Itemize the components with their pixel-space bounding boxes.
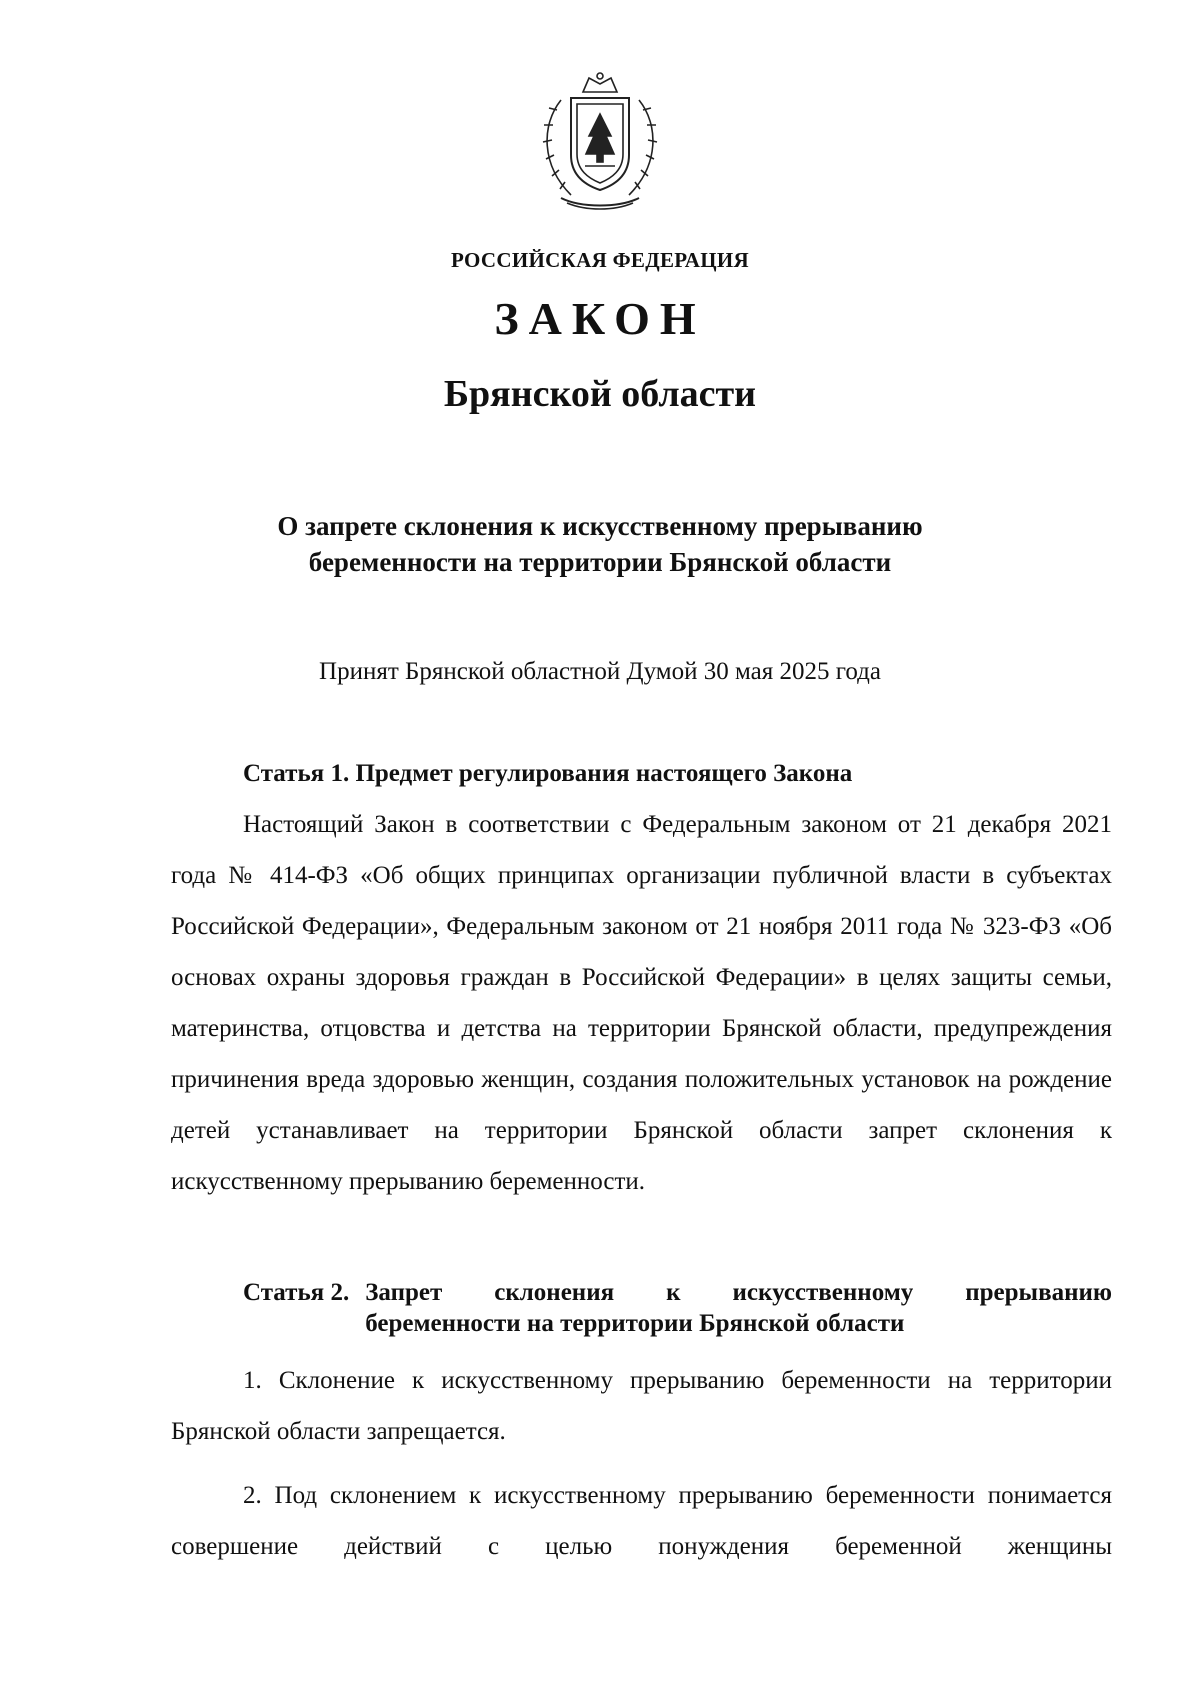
article-2-point-1: 1. Склонение к искусственному прерыванию беременности на территории Брянской области запрещается. <box>171 1367 1112 1445</box>
law-title-line2: беременности на территории Брянской области <box>308 547 892 577</box>
law-title-line1: О запрете склонения к искусственному прерыванию <box>277 511 923 541</box>
article-1-heading: Статья 1. Предмет регулирования настоящего Закона <box>243 760 853 787</box>
document-type: ЗАКОН <box>494 293 706 344</box>
article-2-point-2: 2. Под склонением к искусственному прерыванию беременности понимается совершение действий с целью понуждения беременной женщины <box>171 1482 1112 1560</box>
region-name: Брянской области <box>443 373 757 415</box>
country-name: РОССИЙСКАЯ ФЕДЕРАЦИЯ <box>451 248 749 272</box>
article-2-heading-line1: Запрет склонения к искусственному прерыванию <box>365 1279 1112 1306</box>
law-title <box>0 508 1200 580</box>
article-2-heading-line2: беременности на территории Брянской области <box>365 1310 905 1337</box>
adoption-line: Принят Брянской областной Думой 30 мая 2025 года <box>319 658 881 685</box>
article-1-text: Настоящий Закон в соответствии с Федеральным законом от 21 декабря 2021 года № 414-ФЗ «Об общих принципах организации публичной власти в субъектах Российской Федерации», Федеральным законом от 21 ноября 2011 года № 323-ФЗ «Об основах охраны здоровья граждан в Российской Федерации» в целях защиты семьи, материнства, отцовства и детства на территории Брянской области, предупреждения причинения вреда здоровью женщин, создания положительных установок на рождение детей устанавливает на территории Брянской области запрет склонения к искусственному прерыванию беременности. <box>171 811 1112 1195</box>
article-2-label: Статья 2. <box>243 1279 350 1306</box>
article-2-heading <box>243 1277 1112 1339</box>
coat-of-arms-emblem <box>531 70 669 212</box>
